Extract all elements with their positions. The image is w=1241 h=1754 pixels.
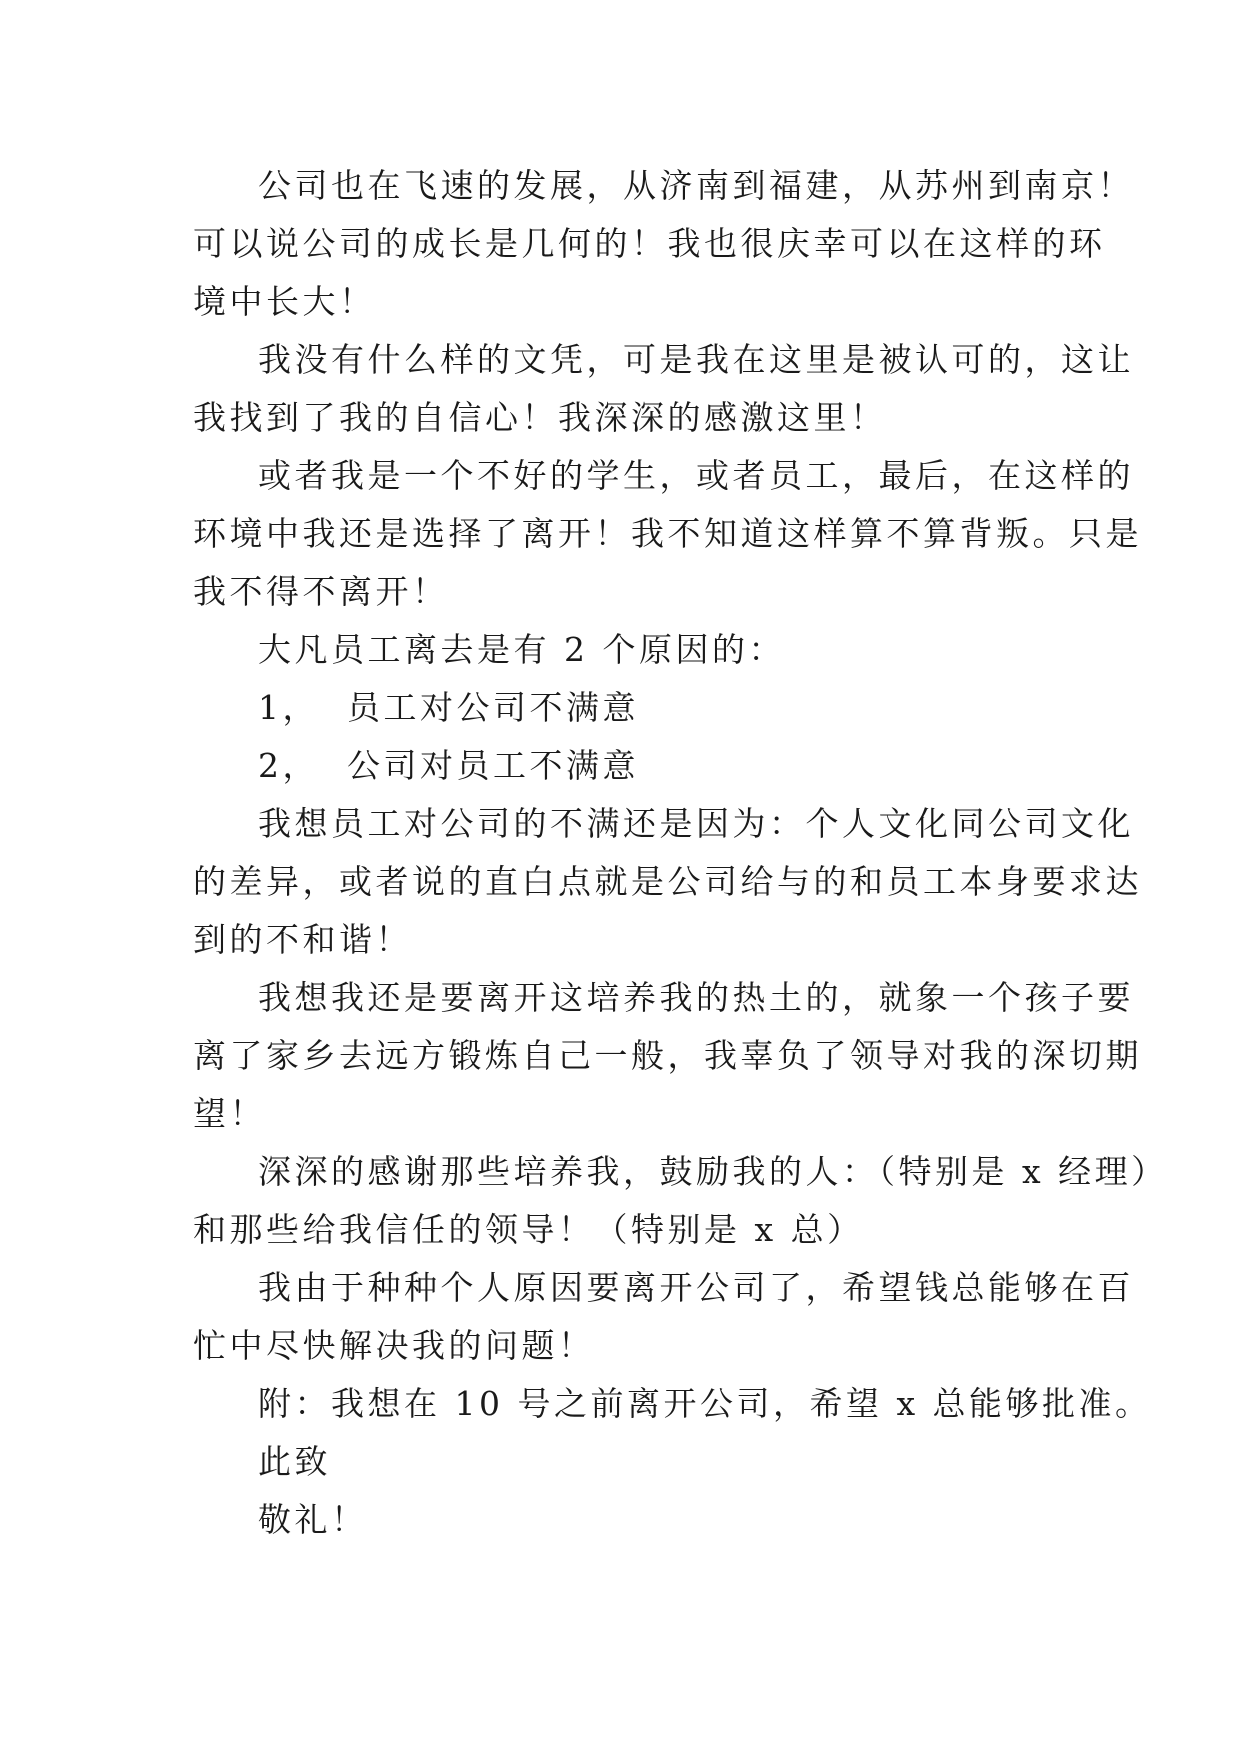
- text-line: 可以说公司的成长是几何的！我也很庆幸可以在这样的环: [193, 224, 1106, 263]
- text-line: 深深的感谢那些培养我，鼓励我的人：（特别是 x 经理）: [258, 1152, 1168, 1191]
- text-line: 我想员工对公司的不满还是因为：个人文化同公司文化: [258, 804, 1134, 843]
- text-line: 望！: [193, 1094, 266, 1133]
- text-line: 敬礼！: [258, 1500, 368, 1539]
- paragraph-recognition: [0, 331, 1134, 447]
- text-line: 1， 员工对公司不满意: [258, 688, 639, 727]
- list-item-reason-2: [0, 737, 639, 795]
- text-line: 我由于种种个人原因要离开公司了，希望钱总能够在百: [258, 1268, 1134, 1307]
- text-line: 和那些给我信任的领导！（特别是 x 总）: [193, 1210, 864, 1249]
- closing-regards: [0, 1491, 368, 1549]
- paragraph-leaving-home: [0, 969, 1142, 1143]
- paragraph-gratitude: [0, 1143, 1168, 1259]
- text-line: 我想我还是要离开这培养我的热土的，就象一个孩子要: [258, 978, 1134, 1017]
- text-line: 2， 公司对员工不满意: [258, 746, 639, 785]
- paragraph-request: [0, 1259, 1134, 1375]
- paragraph-decision-to-leave: [0, 447, 1142, 621]
- text-line: 离了家乡去远方锻炼自己一般，我辜负了领导对我的深切期: [193, 1036, 1142, 1075]
- text-line: 或者我是一个不好的学生，或者员工，最后，在这样的: [258, 456, 1134, 495]
- text-line: 环境中我还是选择了离开！我不知道这样算不算背叛。只是: [193, 514, 1142, 553]
- text-line: 境中长大！: [193, 282, 376, 321]
- text-line: 我找到了我的自信心！我深深的感激这里！: [193, 398, 887, 437]
- closing-salutation: [0, 1433, 331, 1491]
- text-line: 我没有什么样的文凭，可是我在这里是被认可的，这让: [258, 340, 1134, 379]
- text-line: 附：我想在 10 号之前离开公司，希望 x 总能够批准。: [258, 1384, 1152, 1423]
- paragraph-company-growth: [0, 157, 1134, 331]
- list-item-reason-1: [0, 679, 639, 737]
- text-line: 忙中尽快解决我的问题！: [193, 1326, 595, 1365]
- text-line: 我不得不离开！: [193, 572, 449, 611]
- paragraph-two-reasons-intro: [0, 621, 785, 679]
- text-line: 到的不和谐！: [193, 920, 412, 959]
- text-line: 此致: [258, 1442, 331, 1481]
- text-line: 公司也在飞速的发展，从济南到福建，从苏州到南京！: [258, 166, 1134, 205]
- text-line: 大凡员工离去是有 2 个原因的：: [258, 630, 785, 669]
- text-line: 的差异，或者说的直白点就是公司给与的和员工本身要求达: [193, 862, 1142, 901]
- paragraph-postscript: [0, 1375, 1152, 1433]
- paragraph-culture-difference: [0, 795, 1142, 969]
